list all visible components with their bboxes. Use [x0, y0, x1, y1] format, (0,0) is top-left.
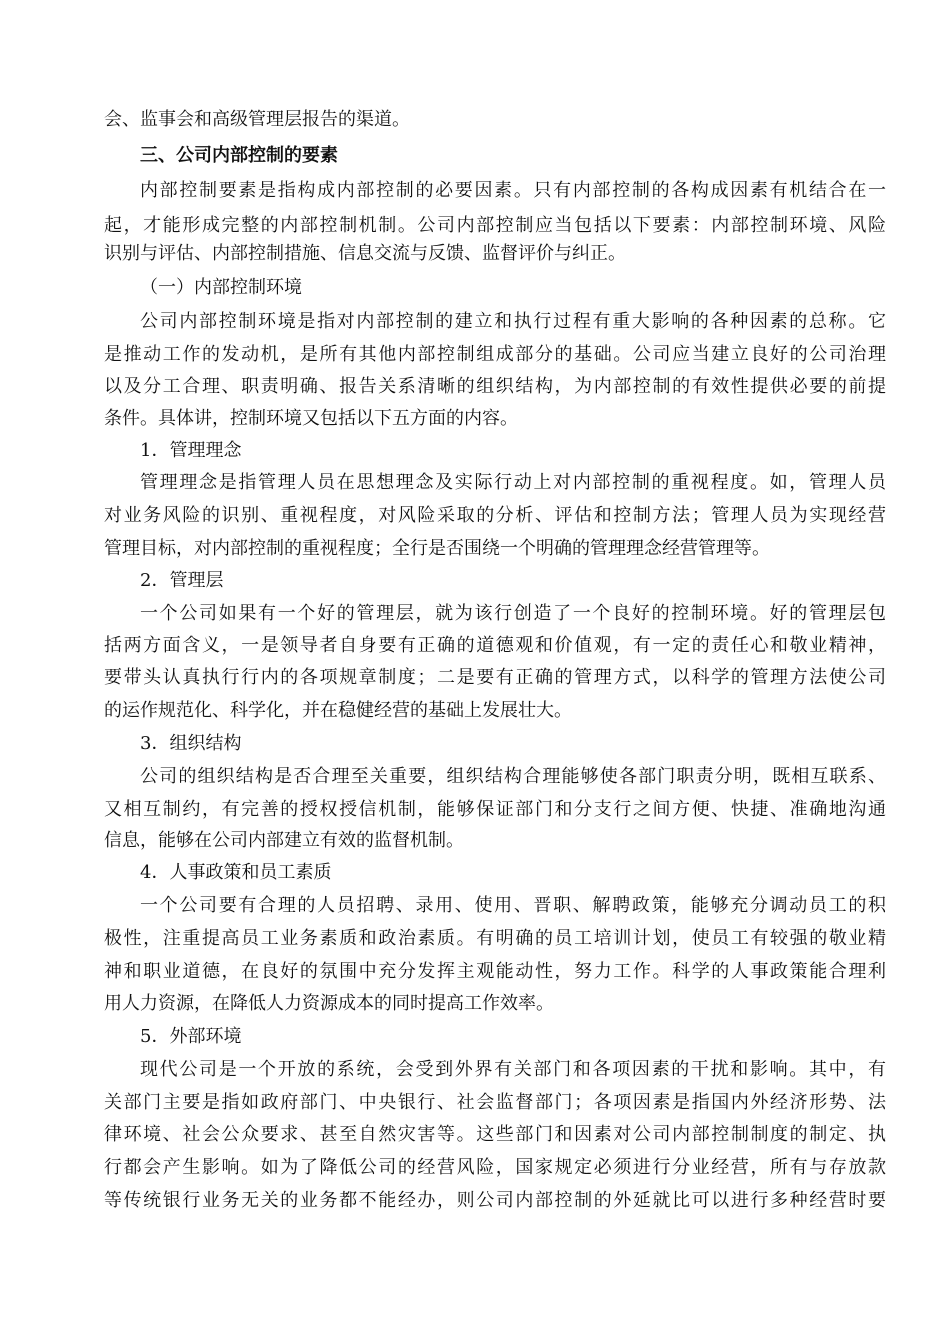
text-line: 括两方面含义，一是领导者自身要有正确的道德观和价值观，有一定的责任心和敬业精神，	[104, 635, 886, 656]
item-heading: 3．组织结构	[140, 733, 242, 754]
text-line: 又相互制约，有完善的授权授信机制，能够保证部门和分支行之间方便、快捷、准确地沟通	[104, 799, 886, 820]
text-line: 一个公司如果有一个好的管理层，就为该行创造了一个良好的控制环境。好的管理层包	[140, 603, 886, 624]
text-line: 神和职业道德，在良好的氛围中充分发挥主观能动性，努力工作。科学的人事政策能合理利	[104, 961, 886, 982]
text-line: 识别与评估、内部控制措施、信息交流与反馈、监督评价与纠正。	[104, 243, 626, 264]
text-line: 以及分工合理、职责明确、报告关系清晰的组织结构，为内部控制的有效性提供必要的前提	[104, 376, 886, 397]
item-heading: 2．管理层	[140, 570, 224, 591]
text-line: 公司内部控制环境是指对内部控制的建立和执行过程有重大影响的各种因素的总称。它	[140, 311, 886, 332]
item-heading: 4．人事政策和员工素质	[140, 862, 332, 883]
text-line: 行都会产生影响。如为了降低公司的经营风险，国家规定必须进行分业经营，所有与存放款	[104, 1157, 886, 1178]
text-line: 管理目标，对内部控制的重视程度；全行是否围绕一个明确的管理理念经营管理等。	[104, 538, 770, 559]
text-line: 要带头认真执行行内的各项规章制度；二是要有正确的管理方式，以科学的管理方法使公司	[104, 667, 886, 688]
text-line: 一个公司要有合理的人员招聘、录用、使用、晋职、解聘政策，能够充分调动员工的积	[140, 895, 886, 916]
text-line: 律环境、社会公众要求、甚至自然灾害等。这些部门和因素对公司内部控制制度的制定、执	[104, 1124, 886, 1145]
text-line: 公司的组织结构是否合理至关重要，组织结构合理能够使各部门职责分明，既相互联系、	[140, 766, 886, 787]
text-line: 关部门主要是指如政府部门、中央银行、社会监督部门；各项因素是指国内外经济形势、法	[104, 1092, 886, 1113]
text-line: 条件。具体讲，控制环境又包括以下五方面的内容。	[104, 408, 518, 429]
text-line: 内部控制要素是指构成内部控制的必要因素。只有内部控制的各构成因素有机结合在一	[140, 180, 886, 201]
text-line: 会、监事会和高级管理层报告的渠道。	[104, 109, 410, 130]
text-line: 等传统银行业务无关的业务都不能经办，则公司内部控制的外延就比可以进行多种经营时要	[104, 1190, 886, 1211]
text-line: 极性，注重提高员工业务素质和政治素质。有明确的员工培训计划，使员工有较强的敬业精	[104, 928, 886, 949]
text-line: 对业务风险的识别、重视程度，对风险采取的分析、评估和控制方法；管理人员为实现经营	[104, 505, 886, 526]
text-line: 信息，能够在公司内部建立有效的监督机制。	[104, 830, 464, 851]
section-heading: 三、公司内部控制的要素	[140, 145, 338, 166]
text-line: 是推动工作的发动机，是所有其他内部控制组成部分的基础。公司应当建立良好的公司治理	[104, 344, 886, 365]
text-line: 用人力资源，在降低人力资源成本的同时提高工作效率。	[104, 993, 554, 1014]
text-line: 的运作规范化、科学化，并在稳健经营的基础上发展壮大。	[104, 700, 572, 721]
text-line: 现代公司是一个开放的系统，会受到外界有关部门和各项因素的干扰和影响。其中，有	[140, 1059, 886, 1080]
item-heading: 1．管理理念	[140, 440, 242, 461]
text-line: 起，才能形成完整的内部控制机制。公司内部控制应当包括以下要素：内部控制环境、风险	[104, 215, 886, 236]
text-line: 管理理念是指管理人员在思想理念及实际行动上对内部控制的重视程度。如，管理人员	[140, 472, 886, 493]
item-heading: 5．外部环境	[140, 1026, 242, 1047]
subsection-heading: （一）内部控制环境	[140, 277, 302, 298]
